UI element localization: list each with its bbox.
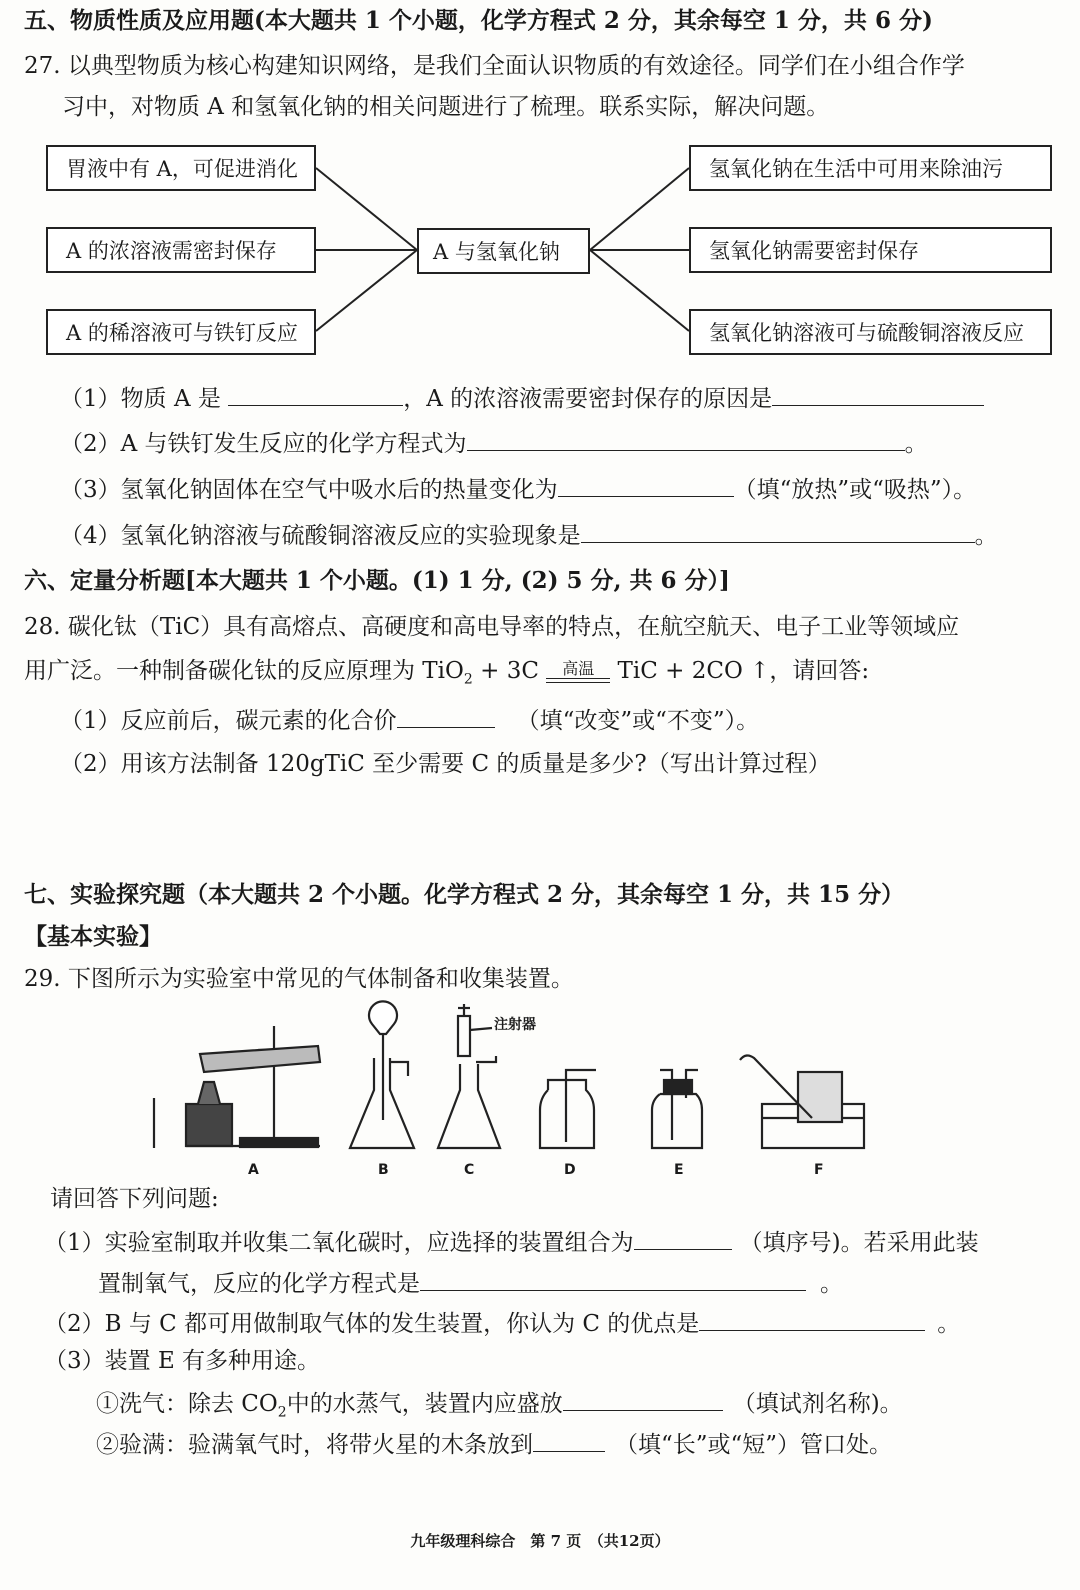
answer-blank-oxygen-equation[interactable] — [420, 1266, 806, 1291]
q29-sub1-line2-prefix: 置制氧气，反应的化学方程式是 — [98, 1271, 420, 1297]
q27-sub3-prefix: （3）氢氧化钠固体在空气中吸水后的热量变化为 — [60, 477, 558, 503]
q29-sub2-end: 。 — [937, 1311, 961, 1337]
q28-sub1-prefix: （1）反应前后，碳元素的化合价 — [60, 708, 397, 734]
answer-blank-device-combination[interactable] — [634, 1225, 732, 1250]
q29-sub1-suffix: （填序号)。若采用此装 — [739, 1230, 979, 1256]
q27-sub2-prefix: （2）A 与铁钉发生反应的化学方程式为 — [60, 431, 467, 457]
q29-sub1-prefix: （1）实验室制取并收集二氧化碳时，应选择的装置组合为 — [44, 1230, 634, 1256]
apparatus-a-heating-setup — [154, 1026, 320, 1148]
q27-sub4-prefix: （4）氢氧化钠溶液与硫酸铜溶液反应的实验现象是 — [60, 523, 581, 549]
reaction-condition-text: 高温 — [562, 659, 595, 678]
q27-text-line1: 27. 以典型物质为核心构建知识网络，是我们全面认识物质的有效途径。同学们在小组合作学 — [24, 53, 965, 79]
section5-heading: 五、物质性质及应用题(本大题共 1 个小题，化学方程式 2 分，其余每空 1 分，共 6 分) — [24, 7, 933, 34]
q27-sub1-mid: ，A 的浓溶液需要密封保存的原因是 — [403, 386, 773, 412]
q29-co2-subscript: 2 — [277, 1404, 287, 1421]
q28-line2-part2: + 3C — [472, 658, 547, 684]
map-right-box-1: 氢氧化钠在生活中可用来除油污 — [689, 145, 1052, 191]
map-right-box-2: 氢氧化钠需要密封保存 — [689, 227, 1052, 273]
syringe-label: 注射器 — [494, 1017, 536, 1033]
apparatus-e-washing-bottle — [652, 1070, 702, 1148]
q29-sub2-prefix: （2）B 与 C 都可用做制取气体的发生装置，你认为 C 的优点是 — [44, 1311, 700, 1337]
section7-heading: 七、实验探究题（本大题共 2 个小题。化学方程式 2 分，其余每空 1 分，共 15 分） — [24, 881, 905, 908]
q29-sub1-line2-end: 。 — [820, 1271, 843, 1297]
q29-sub3-item2 — [96, 1427, 892, 1460]
apparatus-label-f: F — [814, 1162, 824, 1178]
apparatus-label-b: B — [378, 1162, 389, 1178]
map-left-box-3: A 的稀溶液可与铁钉反应 — [46, 309, 316, 355]
apparatus-label-d: D — [564, 1162, 576, 1178]
q27-sub4-end: 。 — [974, 523, 998, 549]
answer-blank-reagent-name[interactable] — [563, 1386, 723, 1411]
apparatus-d-gas-bottle — [540, 1070, 596, 1148]
q29-sub3: （3）装置 E 有多种用途。 — [44, 1348, 321, 1374]
q28-line2-part1: 用广泛。一种制备碳化钛的反应原理为 TiO — [24, 658, 464, 684]
q29-sub1-line2 — [98, 1266, 843, 1299]
q29-sub3-item1-mid: 中的水蒸气，装置内应盛放 — [286, 1391, 563, 1417]
q29-sub2 — [44, 1306, 960, 1339]
apparatus-label-a: A — [248, 1162, 259, 1178]
section6-heading: 六、定量分析题[本大题共 1 个小题。(1) 1 分, (2) 5 分, 共 6 分）] — [24, 567, 730, 594]
q27-sub3-suffix: （填“放热”或“吸热”）。 — [733, 477, 977, 503]
apparatus-c-syringe-flask — [438, 1004, 500, 1148]
apparatus-label-c: C — [464, 1162, 475, 1178]
q28-subscript-2: 2 — [463, 671, 473, 688]
map-right-box-3: 氢氧化钠溶液可与硫酸铜溶液反应 — [689, 309, 1052, 355]
page-footer: 九年级理科综合 第 7 页 （共12页） — [410, 1532, 670, 1550]
q28-line2-part3: TiC + 2CO ↑，请回答: — [610, 658, 870, 684]
answer-blank-tube-end[interactable] — [533, 1427, 605, 1452]
q29-text: 29. 下图所示为实验室中常见的气体制备和收集装置。 — [24, 966, 574, 992]
q29-sub3-item2-prefix: ②验满：验满氧气时，将带火星的木条放到 — [96, 1432, 533, 1458]
apparatus-b-long-neck-funnel-flask — [350, 1001, 414, 1148]
basic-experiment-label: 【基本实验】 — [24, 923, 162, 950]
q27-text-line2: 习中，对物质 A 和氢氧化钠的相关问题进行了梳理。联系实际，解决问题。 — [62, 94, 830, 120]
q29-sub3-item1-suffix: （填试剂名称)。 — [732, 1391, 903, 1417]
q29-sub3-item1 — [96, 1386, 903, 1428]
q28-sub2: （2）用该方法制备 120gTiC 至少需要 C 的质量是多少?（写出计算过程） — [60, 751, 831, 777]
apparatus-label-e: E — [674, 1162, 684, 1178]
q29-prompt: 请回答下列问题: — [50, 1186, 219, 1212]
map-center-box: A 与氢氧化钠 — [417, 228, 590, 274]
map-left-box-1: 胃液中有 A，可促进消化 — [46, 145, 316, 191]
q27-sub1-prefix: （1）物质 A 是 — [60, 386, 221, 412]
q29-sub3-item1-prefix: ①洗气：除去 CO — [96, 1391, 278, 1417]
answer-blank-c-advantage[interactable] — [699, 1306, 925, 1331]
map-left-box-2: A 的浓溶液需密封保存 — [46, 227, 316, 273]
q29-sub1-line1 — [44, 1225, 979, 1258]
q28-sub1-suffix: （填“改变”或“不变”）。 — [516, 708, 760, 734]
q28-text-line1: 28. 碳化钛（TiC）具有高熔点、高硬度和高电导率的特点，在航空航天、电子工业等领域应 — [24, 614, 960, 640]
apparatus-f-water-trough — [740, 1055, 864, 1148]
q29-sub3-item2-suffix: （填“长”或“短”）管口处。 — [615, 1432, 893, 1458]
q27-sub2-end: 。 — [904, 431, 928, 457]
